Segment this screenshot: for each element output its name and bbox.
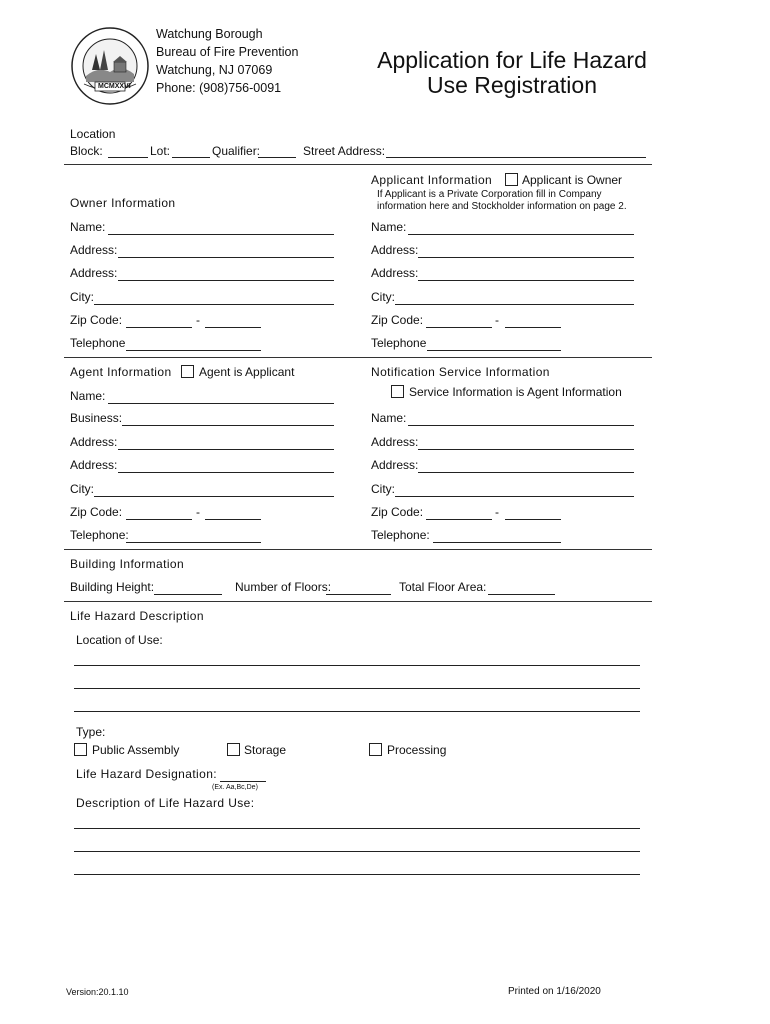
- applicant-address2-field[interactable]: [418, 280, 634, 281]
- location-of-use-line1[interactable]: [74, 665, 640, 666]
- street-address-field[interactable]: [386, 157, 646, 158]
- owner-telephone-field[interactable]: [126, 350, 261, 351]
- hazard-description-line3[interactable]: [74, 874, 640, 875]
- type-processing-label: Processing: [387, 743, 447, 757]
- applicant-heading: Applicant Information: [371, 173, 493, 187]
- agent-heading: Agent Information: [70, 365, 172, 379]
- hazard-heading: Life Hazard Description: [70, 609, 204, 623]
- agent-city-label: City:: [70, 482, 94, 496]
- applicant-city-label: City:: [371, 290, 395, 304]
- owner-zip4-field[interactable]: [205, 327, 261, 328]
- location-of-use-label: Location of Use:: [76, 633, 163, 647]
- notification-address1-label: Address:: [371, 435, 419, 449]
- location-of-use-line2[interactable]: [74, 688, 640, 689]
- qualifier-label: Qualifier:: [212, 144, 261, 158]
- notification-address1-field[interactable]: [418, 449, 634, 450]
- notification-city-field[interactable]: [395, 496, 634, 497]
- hazard-description-line1[interactable]: [74, 828, 640, 829]
- divider-location: [64, 164, 652, 165]
- notification-zip-dash: -: [495, 505, 499, 519]
- location-of-use-line3[interactable]: [74, 711, 640, 712]
- total-floor-area-label: Total Floor Area:: [399, 580, 487, 594]
- org-bureau: Bureau of Fire Prevention: [156, 45, 299, 59]
- agent-business-field[interactable]: [122, 425, 334, 426]
- hazard-designation-hint: (Ex. Aa,Bc,De): [212, 784, 258, 791]
- applicant-address2-label: Address:: [371, 266, 419, 280]
- type-storage-checkbox[interactable]: [227, 743, 240, 756]
- borough-seal: [70, 26, 150, 106]
- agent-address1-field[interactable]: [118, 449, 334, 450]
- applicant-telephone-label: Telephone: [371, 336, 427, 350]
- service-is-agent-label: Service Information is Agent Information: [409, 385, 622, 399]
- agent-zip-dash: -: [196, 505, 200, 519]
- hazard-description-line2[interactable]: [74, 851, 640, 852]
- applicant-telephone-field[interactable]: [427, 350, 561, 351]
- notification-telephone-field[interactable]: [433, 542, 561, 543]
- hazard-description-label: Description of Life Hazard Use:: [76, 796, 255, 810]
- type-public-assembly-checkbox[interactable]: [74, 743, 87, 756]
- building-height-field[interactable]: [154, 594, 222, 595]
- notification-address2-label: Address:: [371, 458, 419, 472]
- type-label: Type:: [76, 725, 106, 739]
- applicant-city-field[interactable]: [395, 304, 634, 305]
- owner-city-field[interactable]: [94, 304, 334, 305]
- applicant-is-owner-label: Applicant is Owner: [522, 173, 623, 187]
- applicant-name-field[interactable]: [408, 234, 634, 235]
- block-label: Block:: [70, 144, 103, 158]
- type-processing-checkbox[interactable]: [369, 743, 382, 756]
- owner-zip-label: Zip Code:: [70, 313, 123, 327]
- notification-zip-field[interactable]: [426, 519, 492, 520]
- owner-name-field[interactable]: [108, 234, 334, 235]
- agent-telephone-field[interactable]: [126, 542, 261, 543]
- owner-address1-label: Address:: [70, 243, 118, 257]
- owner-zip-dash: -: [196, 313, 200, 327]
- total-floor-area-field[interactable]: [488, 594, 555, 595]
- type-public-assembly-label: Public Assembly: [92, 743, 180, 757]
- applicant-is-owner-checkbox[interactable]: [505, 173, 518, 186]
- agent-zip4-field[interactable]: [205, 519, 261, 520]
- notification-name-field[interactable]: [408, 425, 634, 426]
- owner-address2-field[interactable]: [118, 280, 334, 281]
- block-field[interactable]: [108, 157, 148, 158]
- seal-graphic: [70, 26, 150, 106]
- agent-zip-label: Zip Code:: [70, 505, 123, 519]
- notification-zip-label: Zip Code:: [371, 505, 424, 519]
- owner-name-label: Name:: [70, 220, 106, 234]
- applicant-name-label: Name:: [371, 220, 407, 234]
- applicant-note-line1: If Applicant is a Private Corporation fill in Company: [377, 189, 602, 200]
- owner-zip-field[interactable]: [126, 327, 192, 328]
- number-of-floors-field[interactable]: [326, 594, 391, 595]
- agent-business-label: Business:: [70, 411, 123, 425]
- owner-telephone-label: Telephone: [70, 336, 126, 350]
- org-phone: Phone: (908)756-0091: [156, 81, 282, 95]
- applicant-zip4-field[interactable]: [505, 327, 561, 328]
- hazard-designation-field[interactable]: [220, 781, 266, 782]
- printed-date: Printed on 1/16/2020: [508, 986, 601, 997]
- service-is-agent-checkbox[interactable]: [391, 385, 404, 398]
- divider-owner: [64, 357, 652, 358]
- agent-address1-label: Address:: [70, 435, 118, 449]
- agent-name-field[interactable]: [108, 403, 334, 404]
- applicant-note-line2: information here and Stockholder information on page 2.: [377, 201, 627, 212]
- org-name: Watchung Borough: [156, 27, 263, 41]
- agent-telephone-label: Telephone:: [70, 528, 129, 542]
- notification-telephone-label: Telephone:: [371, 528, 430, 542]
- notification-name-label: Name:: [371, 411, 407, 425]
- agent-name-label: Name:: [70, 389, 106, 403]
- agent-address2-label: Address:: [70, 458, 118, 472]
- owner-address2-label: Address:: [70, 266, 118, 280]
- applicant-address1-field[interactable]: [418, 257, 634, 258]
- applicant-address1-label: Address:: [371, 243, 419, 257]
- building-height-label: Building Height:: [70, 580, 155, 594]
- agent-is-applicant-checkbox[interactable]: [181, 365, 194, 378]
- version-label: Version:20.1.10: [66, 987, 129, 997]
- agent-zip-field[interactable]: [126, 519, 192, 520]
- applicant-zip-label: Zip Code:: [371, 313, 424, 327]
- notification-city-label: City:: [371, 482, 395, 496]
- divider-building: [64, 601, 652, 602]
- divider-agent: [64, 549, 652, 550]
- agent-city-field[interactable]: [94, 496, 334, 497]
- applicant-zip-dash: -: [495, 313, 499, 327]
- location-heading: Location: [70, 127, 116, 141]
- seal-year: MCMXXVI: [98, 83, 131, 90]
- notification-zip4-field[interactable]: [505, 519, 561, 520]
- building-heading: Building Information: [70, 557, 185, 571]
- agent-is-applicant-label: Agent is Applicant: [199, 365, 295, 379]
- form-title-line1: Application for Life Hazard: [377, 47, 647, 73]
- street-address-label: Street Address:: [303, 144, 386, 158]
- org-address: Watchung, NJ 07069: [156, 63, 273, 77]
- lot-label: Lot:: [150, 144, 171, 158]
- lot-field[interactable]: [172, 157, 210, 158]
- owner-heading: Owner Information: [70, 196, 176, 210]
- type-storage-label: Storage: [244, 743, 287, 757]
- hazard-designation-label: Life Hazard Designation:: [76, 767, 218, 781]
- form-title-line2: Use Registration: [426, 72, 598, 98]
- applicant-zip-field[interactable]: [426, 327, 492, 328]
- number-of-floors-label: Number of Floors:: [235, 580, 332, 594]
- notification-heading: Notification Service Information: [371, 365, 550, 379]
- owner-city-label: City:: [70, 290, 94, 304]
- owner-address1-field[interactable]: [118, 257, 334, 258]
- notification-address2-field[interactable]: [418, 472, 634, 473]
- qualifier-field[interactable]: [258, 157, 296, 158]
- agent-address2-field[interactable]: [118, 472, 334, 473]
